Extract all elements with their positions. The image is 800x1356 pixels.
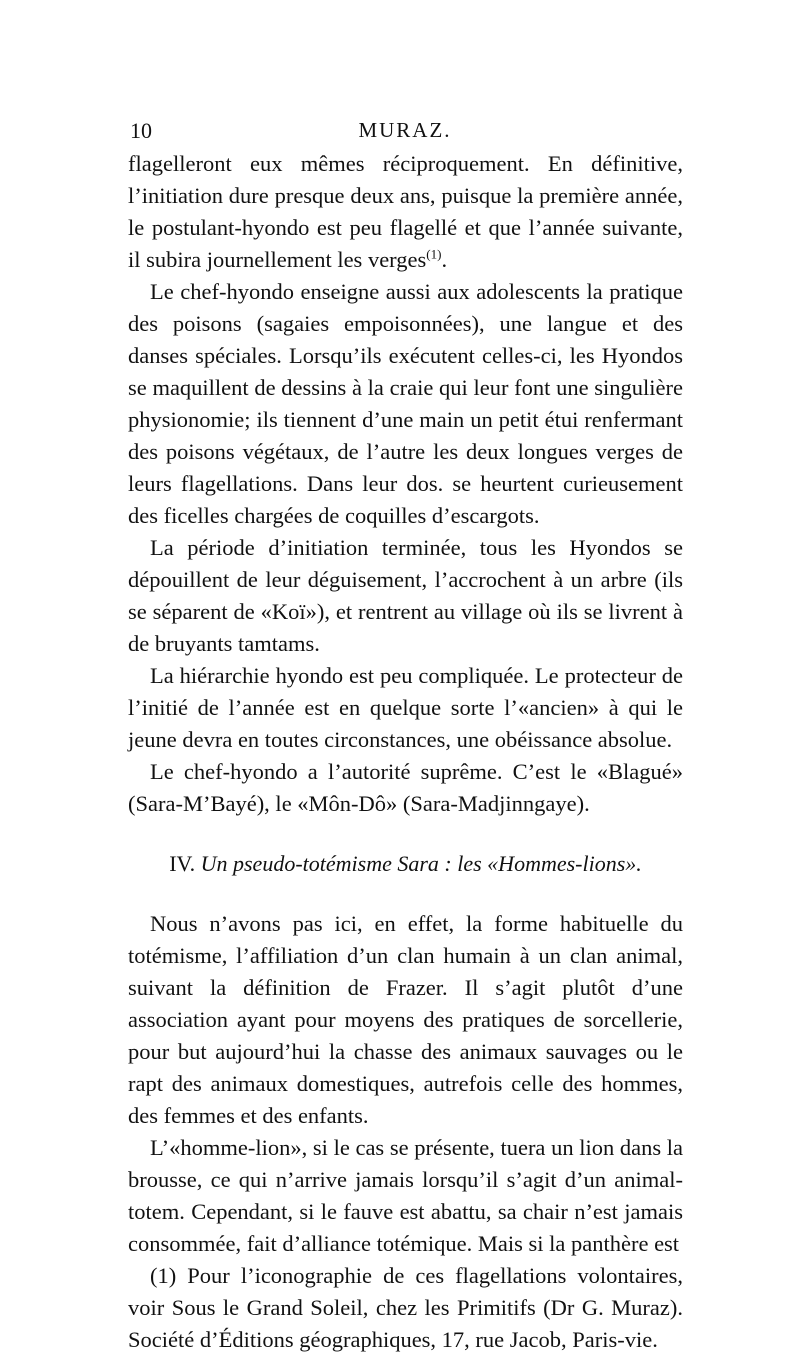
paragraph: La période d’initiation terminée, tous les Hyondos se dépouillent de leur déguisement, l’accrochent à un arbre (ils se séparent de «Koï»), et rentrent au village où ils se livrent à de bruyants tamtams. [128, 535, 683, 656]
paragraph [128, 148, 683, 276]
footnote-reference: (1) [426, 246, 442, 262]
section-title: Un pseudo-totémisme Sara : les «Hommes-lions». [200, 851, 642, 876]
paragraph: Le chef-hyondo enseigne aussi aux adolescents la pratique des poisons (sagaies empoisonnées), une langue et des danses spéciales. Lorsqu’ils exécutent celles-ci, les Hyondos se maquillent de dessins à la craie qui leur font une singulière physionomie; ils tiennent d’une main un petit étui renfermant des poisons végétaux, de l’autre les deux longues verges de leurs flagellations. Dans leur dos. se heurtent curieusement des ficelles chargées de coquilles d’escargots. [128, 279, 683, 528]
paragraph: Nous n’avons pas ici, en effet, la forme habituelle du totémisme, l’affiliation d’un clan humain à un clan animal, suivant la définition de Frazer. Il s’agit plutôt d’une association ayant pour moyens des pratiques de sorcellerie, pour but aujourd’hui la chasse des animaux sauvages ou le rapt des animaux domestiques, autrefois celle des hommes, des femmes et des enfants. [128, 911, 683, 1128]
paragraph: Le chef-hyondo a l’autorité suprême. C’est le «Blagué» (Sara-M’Bayé), le «Môn-Dô» (Sara-Madjinngaye). [128, 759, 683, 816]
running-title: MURAZ. [358, 118, 452, 142]
paragraph-text-end: . [441, 247, 448, 272]
section-heading [128, 848, 683, 880]
page-number: 10 [130, 118, 152, 143]
paragraph-text: flagelleront eux mêmes réciproquement. En définitive, l’initiation dure presque deux ans, puisque la première année, le postulant-hyondo est peu flagellé et que l’année suivante, il subira journellement les verges [128, 151, 683, 272]
body-text [128, 148, 683, 1356]
section-number: IV. [169, 851, 196, 876]
paragraph: L’«homme-lion», si le cas se présente, tuera un lion dans la brousse, ce qui n’arrive jamais lorsqu’il s’agit d’un animal-totem. Cependant, si le fauve est abattu, sa chair n’est jamais consommée, fait d’alliance totémique. Mais si la panthère est [128, 1135, 683, 1256]
paragraph: La hiérarchie hyondo est peu compliquée. Le protecteur de l’initié de l’année est en quelque sorte l’«ancien» à qui le jeune devra en toutes circonstances, une obéissance absolue. [128, 663, 683, 752]
running-head [130, 118, 680, 148]
footnote: (1) Pour l’iconographie de ces flagellations volontaires, voir Sous le Grand Soleil, chez les Primitifs (Dr G. Muraz). Société d’Éditions géographiques, 17, rue Jacob, Paris-vie. [128, 1263, 683, 1352]
